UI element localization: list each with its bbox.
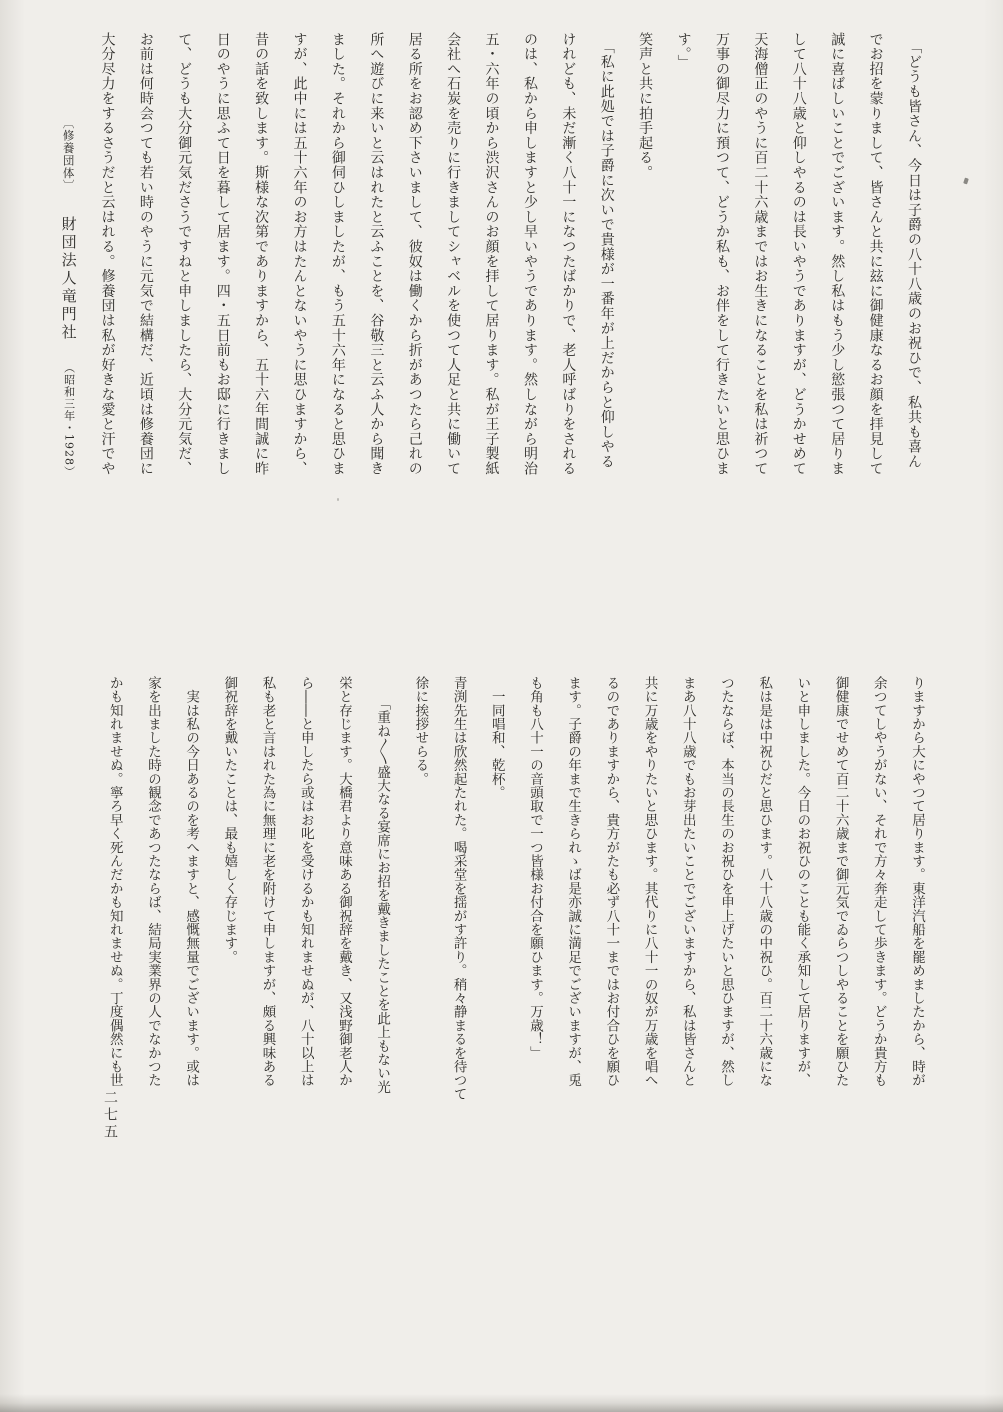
top-line-4: して八十八歳と仰しやるのは長いやうでありますが、どうかせめて bbox=[790, 32, 807, 476]
bottom-line-2: 余つてしやうがない、それで方々奔走して歩きます。どうか貴方も bbox=[870, 676, 887, 1087]
bottom-line-22: かも知れませぬ。寧ろ早く死んだかも知れませぬ。丁度偶然にも世 bbox=[106, 676, 123, 1087]
bottom-line-20: 実は私の今日あるのを考へますと、感慨無量でございます。或は bbox=[183, 676, 200, 1087]
bottom-line-9: るのでありますから、貴方がたも必ず八十一まではお付合ひを願ひ bbox=[603, 676, 620, 1087]
bottom-line-14: 徐に挨拶せらる。 bbox=[412, 676, 429, 786]
top-line-7: す。」 bbox=[675, 32, 692, 70]
top-line-22: 大分尽力をするさうだと云はれる。修養団は私が好きな愛と汗でや bbox=[99, 32, 116, 476]
top-text-register bbox=[88, 32, 933, 502]
top-line-6: 万事の御尽力に預つて、どうか私も、お伴をして行きたいと思ひま bbox=[713, 32, 730, 476]
bottom-line-15: 「重ね〱盛大なる宴席にお招を戴きましたことを此上もない光 bbox=[374, 676, 391, 1094]
top-line-14: 居る所をお認め下さいまして、彼奴は働くから折があつたら己れの bbox=[406, 32, 423, 476]
page-number: 二七五 bbox=[102, 1090, 118, 1141]
bottom-line-6: つたならば、本当の長生のお祝ひを申上げたいと思ひますが、然し bbox=[717, 676, 734, 1087]
bottom-line-17: ら――と申したら或はお叱を受けるかも知れませぬが、八十以上は bbox=[297, 676, 314, 1087]
bottom-line-11: も角も八十一の音頭取で一つ皆様お付合を願ひます。万歳！」 bbox=[526, 676, 543, 1060]
scan-speck bbox=[963, 178, 969, 185]
bottom-line-19: 御祝辞を戴いたことは、最も嬉しく存じます。 bbox=[221, 676, 238, 964]
top-line-5: 天海僧正のやうに百二十六歳まではお生きになることを私は祈つて bbox=[752, 32, 769, 476]
top-line-20: て、どうも大分御元気ださうですねと申しましたら、大分元気だ、 bbox=[176, 32, 193, 476]
bottom-line-16: 栄と存じます。大橋君より意味ある御祝辞を戴き、又浅野御老人か bbox=[335, 676, 352, 1087]
bottom-line-7: まあ八十八歳でもお芽出たいことでございますから、私は皆さんと bbox=[679, 676, 696, 1087]
scan-edge-shadow bbox=[0, 1394, 1003, 1412]
top-line-3: 誠に喜ばしいことでございます。然し私はもう少し慾張つて居りま bbox=[829, 32, 846, 476]
bottom-line-21: 家を出ました時の観念であつたならば、結局実業界の人でなかつた bbox=[144, 676, 161, 1087]
bottom-line-13: 青渕先生は欣然起たれた。喝采堂を揺がす許り。稍々静まるを待つて bbox=[450, 676, 467, 1101]
top-line-9: 「私に此処では子爵に次いで貴様が一番年が上だからと仰しやる bbox=[598, 32, 615, 469]
top-line-2: でお招を蒙りまして、皆さんと共に玆に御健康なるお顔を拝見して bbox=[867, 32, 884, 476]
top-line-17: すが、此中には五十六年のお方はたんとないやうに思ひますから、 bbox=[291, 32, 308, 476]
bottom-line-8: 共に万歳をやりたいと思ひます。其代りに八十一の奴が万歳を唱へ bbox=[641, 676, 658, 1087]
top-line-15: 所へ遊びに来いと云はれたと云ふことを、谷敬三と云ふ人から聞き bbox=[368, 32, 385, 476]
top-line-11: のは、私から申しますと少し早いやうであります。然しながら明治 bbox=[521, 32, 538, 476]
top-line-16: ました。それから御伺ひしましたが、もう五十六年になると思ひま bbox=[329, 32, 346, 476]
top-line-21: お前は何時会つても若い時のやうに元気で結構だ、近頃は修養団に bbox=[137, 32, 154, 476]
top-line-19: 日のやうに思ふて日を暮して居ます。四・五日前もお邸に行きまし bbox=[214, 32, 231, 476]
bottom-line-18: 私も老と言はれた為に無理に老を附けて申しますが、頗る興味ある bbox=[259, 676, 276, 1087]
bottom-text-register bbox=[96, 676, 936, 1101]
heading-organization-name: 財団法人竜門社 bbox=[59, 216, 78, 342]
heading-category-label: 〔修養団体〕 bbox=[61, 117, 76, 192]
bottom-line-4: いと申しました。今日のお祝ひのことも能く承知して居りますが、 bbox=[794, 676, 811, 1087]
bottom-line-3: 御健康でせめて百二十六歳まで御元気でゐらつしやることを願ひた bbox=[832, 676, 849, 1087]
top-line-18: 昔の話を致します。斯様な次第でありますから、五十六年間誠に昨 bbox=[253, 32, 270, 476]
bottom-line-1: りますから大にやつて居ります。東洋汽船を罷めましたから、時が bbox=[909, 676, 925, 1087]
section-heading bbox=[58, 117, 80, 478]
top-line-12: 五・六年の頃から渋沢さんのお顔を拝して居ります。私が王子製紙 bbox=[483, 32, 500, 476]
bottom-line-10: ます。子爵の年まで生きられゝば是亦誠に満足でございますが、兎 bbox=[565, 676, 582, 1087]
scan-speck bbox=[337, 498, 339, 501]
top-line-8: 笑声と共に拍手起る。 bbox=[637, 32, 654, 180]
top-line-10: けれども、未だ漸く八十一になつたばかりで、老人呼ばりをされる bbox=[560, 32, 577, 476]
top-line-1: 「どうも皆さん、今日は子爵の八十八歳のお祝ひで、私共も喜ん bbox=[906, 32, 922, 469]
bottom-line-5: 私は是は中祝ひだと思ひます。八十八歳の中祝ひ。百二十六歳にな bbox=[756, 676, 773, 1087]
heading-date-note: （昭和三年・1928） bbox=[62, 362, 76, 478]
top-line-13: 会社へ石炭を売りに行きましてシャベルを使つて人足と共に働いて bbox=[445, 32, 462, 476]
bottom-line-12: 一同唱和、乾杯。 bbox=[488, 676, 505, 800]
